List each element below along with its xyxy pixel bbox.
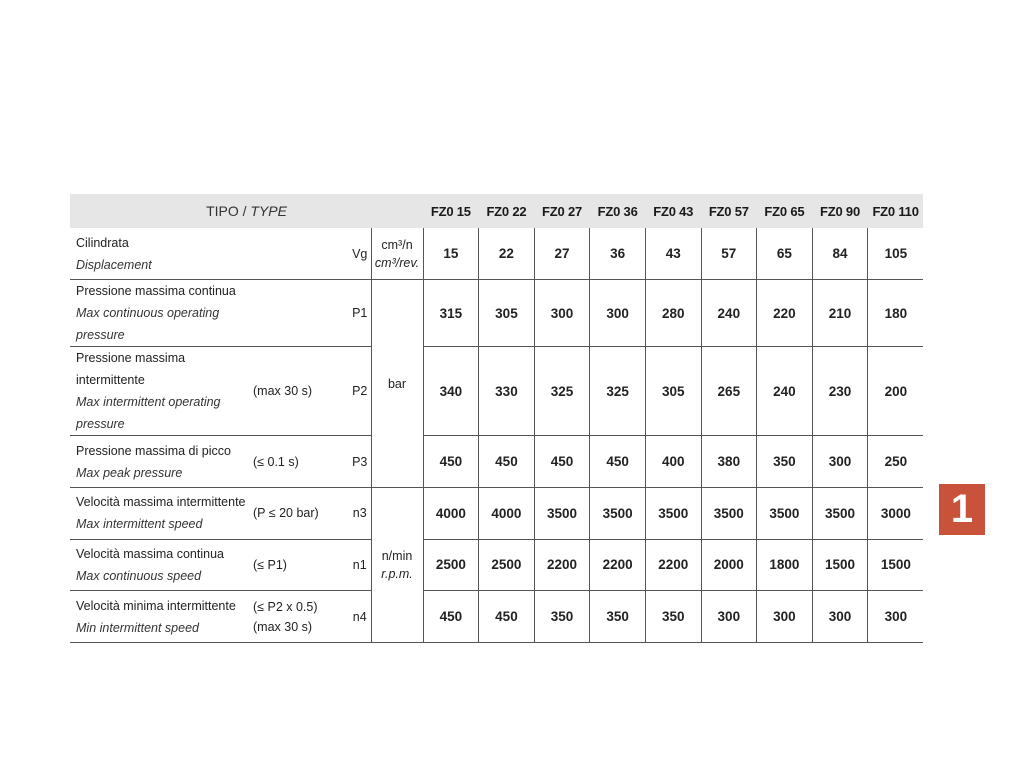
label-en: Max continuous operating pressure	[76, 306, 220, 343]
value-cell: 1500	[868, 539, 924, 591]
row-label	[70, 436, 253, 488]
condition-line: (P ≤ 20 bar)	[253, 506, 319, 521]
value-cell: 300	[812, 436, 868, 488]
row-symbol: Vg	[349, 228, 371, 280]
value-cell: 57	[701, 228, 757, 280]
value-cell: 200	[868, 347, 924, 436]
value-cell: 340	[423, 347, 479, 436]
row-condition	[253, 487, 349, 539]
model-header: FZ0 22	[486, 203, 527, 219]
model-header: FZ0 110	[872, 203, 919, 219]
row-condition	[253, 280, 349, 347]
value-cell: 3000	[868, 487, 924, 539]
value-cell: 2200	[590, 539, 646, 591]
label-en: Max peak pressure	[76, 465, 183, 480]
value-cell: 180	[868, 280, 924, 347]
unit-speed	[371, 487, 423, 642]
row-condition	[253, 539, 349, 591]
row-symbol: n3	[349, 487, 371, 539]
value-cell: 3500	[645, 487, 701, 539]
condition-line: (max 30 s)	[253, 619, 313, 634]
value-cell: 315	[423, 280, 479, 347]
unit-line: r.p.m.	[381, 566, 413, 581]
value-cell: 350	[645, 591, 701, 643]
row-label	[70, 487, 253, 539]
value-cell: 250	[868, 436, 924, 488]
value-cell: 380	[701, 436, 757, 488]
model-header: FZ0 90	[820, 203, 860, 219]
value-cell: 450	[423, 591, 479, 643]
value-cell: 230	[812, 347, 868, 436]
value-cell: 3500	[812, 487, 868, 539]
table-header-row	[70, 194, 923, 228]
value-cell: 4000	[479, 487, 535, 539]
table-body	[70, 228, 923, 642]
model-header: FZ0 36	[597, 203, 638, 219]
value-cell: 22	[479, 228, 535, 280]
row-condition	[253, 347, 349, 436]
row-condition	[253, 228, 349, 280]
value-cell: 65	[757, 228, 813, 280]
value-cell: 4000	[423, 487, 479, 539]
type-label-en: TYPE	[250, 203, 287, 219]
label-it: Velocità massima intermittente	[76, 495, 246, 510]
value-cell: 220	[757, 280, 813, 347]
value-cell: 450	[479, 591, 535, 643]
value-cell: 325	[590, 347, 646, 436]
value-cell: 1800	[757, 539, 813, 591]
label-it: Pressione massima intermittente	[76, 351, 186, 388]
label-it: Pressione massima di picco	[76, 443, 231, 458]
value-cell: 36	[590, 228, 646, 280]
value-cell: 300	[868, 591, 924, 643]
unit-line: cm³/n	[381, 237, 413, 252]
unit-line: bar	[387, 376, 407, 391]
label-en: Displacement	[76, 257, 152, 272]
row-condition	[253, 591, 349, 643]
condition-line: (max 30 s)	[253, 384, 313, 399]
value-cell: 265	[701, 347, 757, 436]
row-label	[70, 347, 253, 436]
value-cell: 84	[812, 228, 868, 280]
table-row-displacement	[70, 228, 923, 280]
label-it: Velocità minima intermittente	[76, 598, 236, 613]
condition-line: (≤ 0.1 s)	[253, 454, 299, 469]
table-row-p3	[70, 436, 923, 488]
value-cell: 240	[701, 280, 757, 347]
table-row-p2	[70, 347, 923, 436]
label-en: Max continuous speed	[76, 568, 202, 583]
value-cell: 3500	[534, 487, 590, 539]
row-label	[70, 591, 253, 643]
value-cell: 350	[534, 591, 590, 643]
row-condition	[253, 436, 349, 488]
label-en: Max intermittent speed	[76, 517, 203, 532]
label-en: Min intermittent speed	[76, 620, 199, 635]
table-row-n3	[70, 487, 923, 539]
value-cell: 350	[757, 436, 813, 488]
value-cell: 2000	[701, 539, 757, 591]
unit-line: n/min	[381, 548, 413, 563]
value-cell: 305	[645, 347, 701, 436]
value-cell: 305	[479, 280, 535, 347]
type-label-it: TIPO /	[206, 203, 251, 219]
value-cell: 210	[812, 280, 868, 347]
unit-displacement	[371, 228, 423, 280]
model-header: FZ0 65	[764, 203, 805, 219]
value-cell: 240	[757, 347, 813, 436]
value-cell: 280	[645, 280, 701, 347]
model-header: FZ0 57	[708, 203, 749, 219]
row-symbol: P3	[349, 436, 371, 488]
condition-line: (≤ P1)	[253, 557, 287, 572]
value-cell: 43	[645, 228, 701, 280]
value-cell: 325	[534, 347, 590, 436]
value-cell: 27	[534, 228, 590, 280]
value-cell: 400	[645, 436, 701, 488]
table-row-p1	[70, 280, 923, 347]
value-cell: 450	[423, 436, 479, 488]
value-cell: 15	[423, 228, 479, 280]
table-row-n4	[70, 591, 923, 643]
label-it: Velocità massima continua	[76, 546, 224, 561]
value-cell: 450	[479, 436, 535, 488]
value-cell: 300	[590, 280, 646, 347]
value-cell: 2500	[479, 539, 535, 591]
value-cell: 3500	[701, 487, 757, 539]
model-header: FZ0 27	[542, 203, 583, 219]
type-header	[70, 194, 423, 228]
model-header: FZ0 43	[653, 203, 694, 219]
model-header: FZ0 15	[430, 203, 471, 219]
value-cell: 2500	[423, 539, 479, 591]
label-en: Max intermittent operating pressure	[76, 395, 221, 432]
value-cell: 350	[590, 591, 646, 643]
condition-line: (≤ P2 x 0.5)	[253, 599, 318, 614]
label-it: Pressione massima continua	[76, 284, 236, 299]
value-cell: 300	[757, 591, 813, 643]
row-symbol: n1	[349, 539, 371, 591]
value-cell: 3500	[590, 487, 646, 539]
value-cell: 300	[812, 591, 868, 643]
row-label	[70, 228, 253, 280]
value-cell: 2200	[534, 539, 590, 591]
value-cell: 2200	[645, 539, 701, 591]
chapter-badge: 1	[939, 484, 985, 535]
value-cell: 3500	[757, 487, 813, 539]
table-row-n1	[70, 539, 923, 591]
unit-line: cm³/rev.	[374, 255, 420, 270]
value-cell: 450	[590, 436, 646, 488]
row-symbol: P1	[349, 280, 371, 347]
row-label	[70, 280, 253, 347]
specifications-table	[70, 194, 923, 643]
unit-pressure	[371, 280, 423, 488]
value-cell: 105	[868, 228, 924, 280]
row-symbol: P2	[349, 347, 371, 436]
value-cell: 300	[534, 280, 590, 347]
row-symbol: n4	[349, 591, 371, 643]
value-cell: 300	[701, 591, 757, 643]
value-cell: 330	[479, 347, 535, 436]
value-cell: 1500	[812, 539, 868, 591]
row-label	[70, 539, 253, 591]
value-cell: 450	[534, 436, 590, 488]
label-it: Cilindrata	[76, 235, 129, 250]
